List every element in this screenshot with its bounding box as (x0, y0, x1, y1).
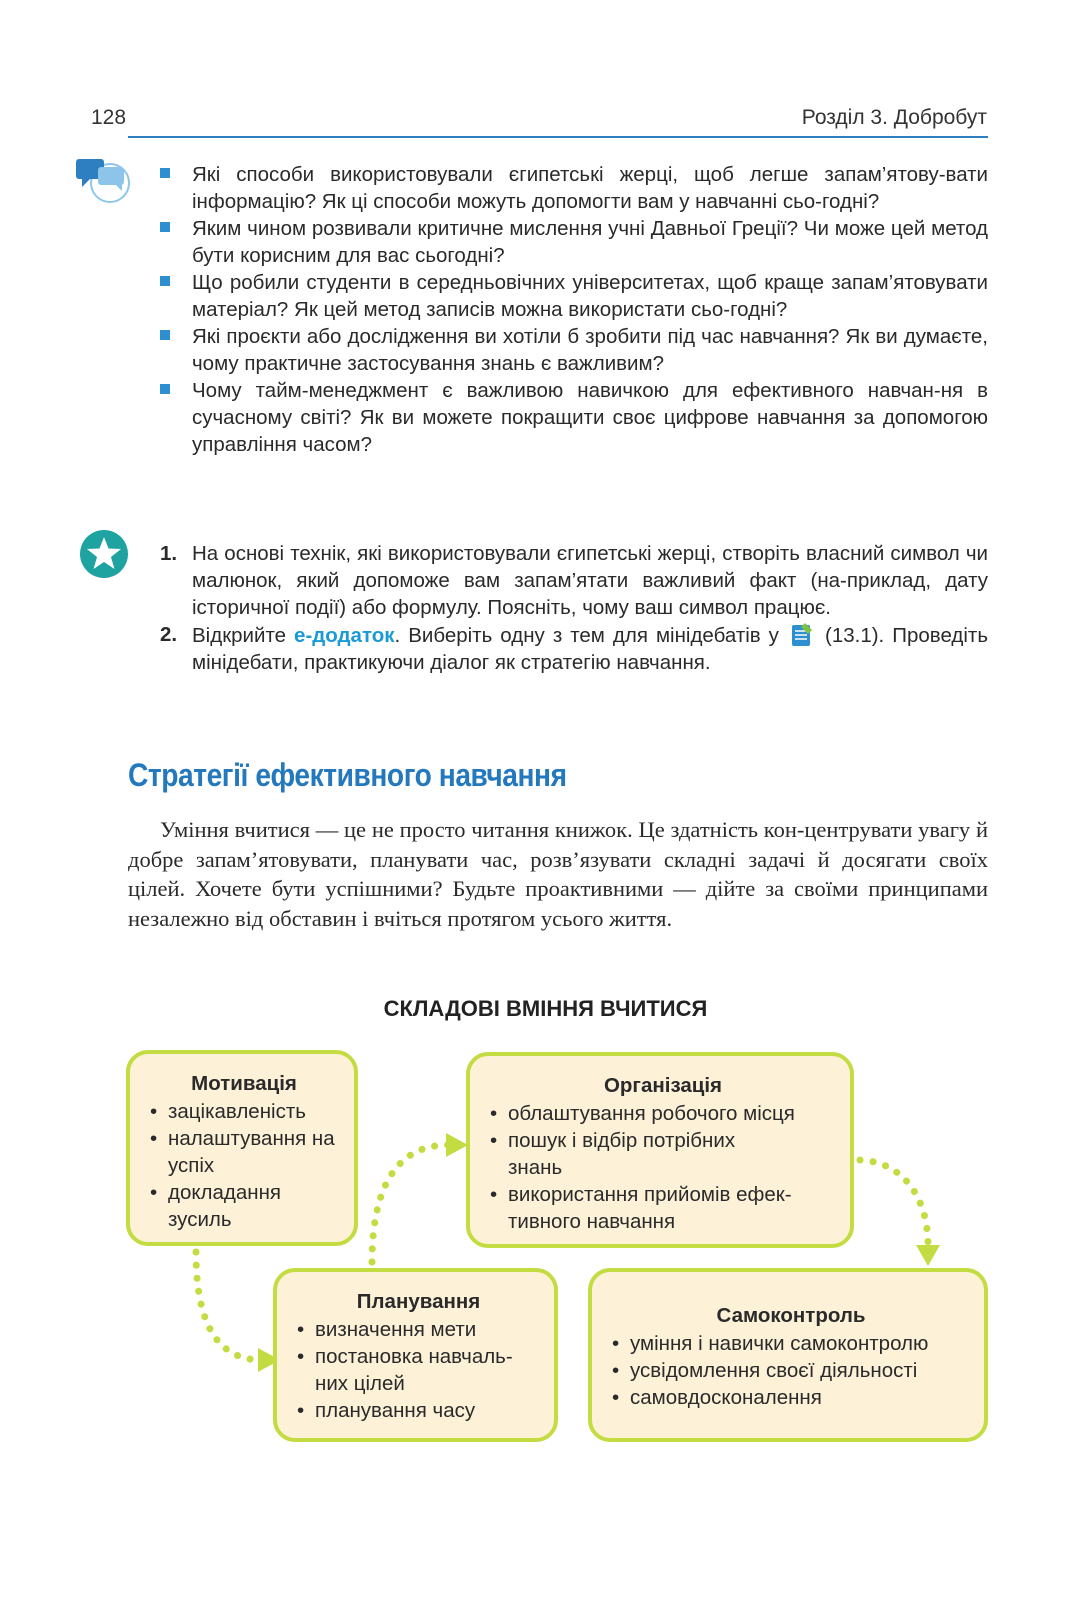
questions-list (160, 161, 988, 458)
tasks-list (160, 540, 988, 676)
box-item: • планування часу (295, 1397, 542, 1424)
box-title: Організація (603, 1074, 723, 1097)
box-item: • усвідомлення своєї діяльності (610, 1357, 972, 1384)
box-item: • визначення мети (295, 1316, 542, 1343)
arrow-motivation-to-planning (196, 1252, 262, 1360)
arrow-planning-to-organization (372, 1145, 448, 1262)
section-header: Розділ 3. Добробут (801, 106, 987, 129)
box-item: • постановка навчаль-них цілей (295, 1343, 542, 1397)
box-item: • облаштування робочого місця (488, 1100, 838, 1127)
task-item-2: 2. Відкрийте е-додаток. Виберіть одну з тем для мінідебатів у (13.1). Проведіть мінідебати, практикуючи діалог як стратегію навчання. (160, 623, 989, 674)
intro-paragraph: Уміння вчитися — це не просто читання книжок. Це здатність кон-центрувати увагу й добре запам’ятовувати, планувати час, розв’язувати складні задачі й досягати своїх цілей. Хочете бути успішними? Будьте проактивними — дійте за своїми принципами незалежно від обставин і вчіться протягом усього життя. (128, 817, 988, 931)
diagram-title: СКЛАДОВІ ВМІННЯ ВЧИТИСЯ (383, 996, 708, 1021)
header-rule (128, 136, 988, 138)
discussion-icon (74, 155, 130, 207)
box-organization (466, 1052, 854, 1248)
square-bullet-icon (160, 222, 170, 232)
arrowhead (916, 1245, 940, 1266)
box-item: • налаштування на успіх (148, 1125, 340, 1179)
page-number: 128 (91, 106, 127, 129)
question-item: Що робили студенти в середньовічних університетах, щоб краще запам’ятовувати матеріал? Як цей метод записів можна використати сьо-годні? (160, 269, 988, 323)
star-task-icon (78, 528, 130, 580)
task-item-1: 1. На основі технік, які використовували єгипетські жерці, створіть власний символ чи малюнок, який допоможе вам запам’ятати важливий факт (на-приклад, дату історичної події) або формулу. Поясніть, чому ваш символ працює. (160, 542, 988, 619)
box-item: • зацікавленість (148, 1098, 340, 1125)
box-selfcontrol (588, 1268, 988, 1442)
question-item: Які способи використовували єгипетські жерці, щоб легше запам’ятову-вати інформацію? Як ці способи можуть допомогти вам у навчанні сьо-годні? (160, 161, 988, 215)
square-bullet-icon (160, 330, 170, 340)
square-bullet-icon (160, 276, 170, 286)
section-title: Стратегії ефективного навчання (128, 757, 567, 793)
square-bullet-icon (160, 384, 170, 394)
box-item: • докладання зусиль (148, 1179, 340, 1233)
box-item: • самовдосконалення (610, 1384, 972, 1411)
box-title: Планування (356, 1290, 481, 1313)
box-item: • пошук і відбір потрібних знань (488, 1127, 838, 1181)
box-title: Самоконтроль (716, 1304, 866, 1327)
question-item: Яким чином розвивали критичне мислення учні Давньої Греції? Чи може цей метод бути корисним для вас сьогодні? (160, 215, 988, 269)
question-item: Чому тайм-менеджмент є важливою навичкою для ефективного навчан-ня в сучасному світі? Як ви можете покращити своє цифрове навчання за допомогою управління часом? (160, 377, 988, 458)
box-item: • уміння і навички самоконтролю (610, 1330, 972, 1357)
arrow-organization-to-selfcontrol (860, 1160, 928, 1245)
box-title: Мотивація (191, 1072, 297, 1095)
square-bullet-icon (160, 168, 170, 178)
e-appendix-link[interactable]: е-додаток (294, 624, 395, 647)
arrowhead (446, 1133, 468, 1157)
box-planning (273, 1268, 558, 1442)
box-motivation (126, 1050, 358, 1246)
notepad-icon (791, 621, 813, 647)
question-item: Які проєкти або дослідження ви хотіли б зробити під час навчання? Як ви думаєте, чому практичне застосування знань є важливим? (160, 323, 988, 377)
box-item: • використання прийомів ефек-тивного навчання (488, 1181, 838, 1235)
